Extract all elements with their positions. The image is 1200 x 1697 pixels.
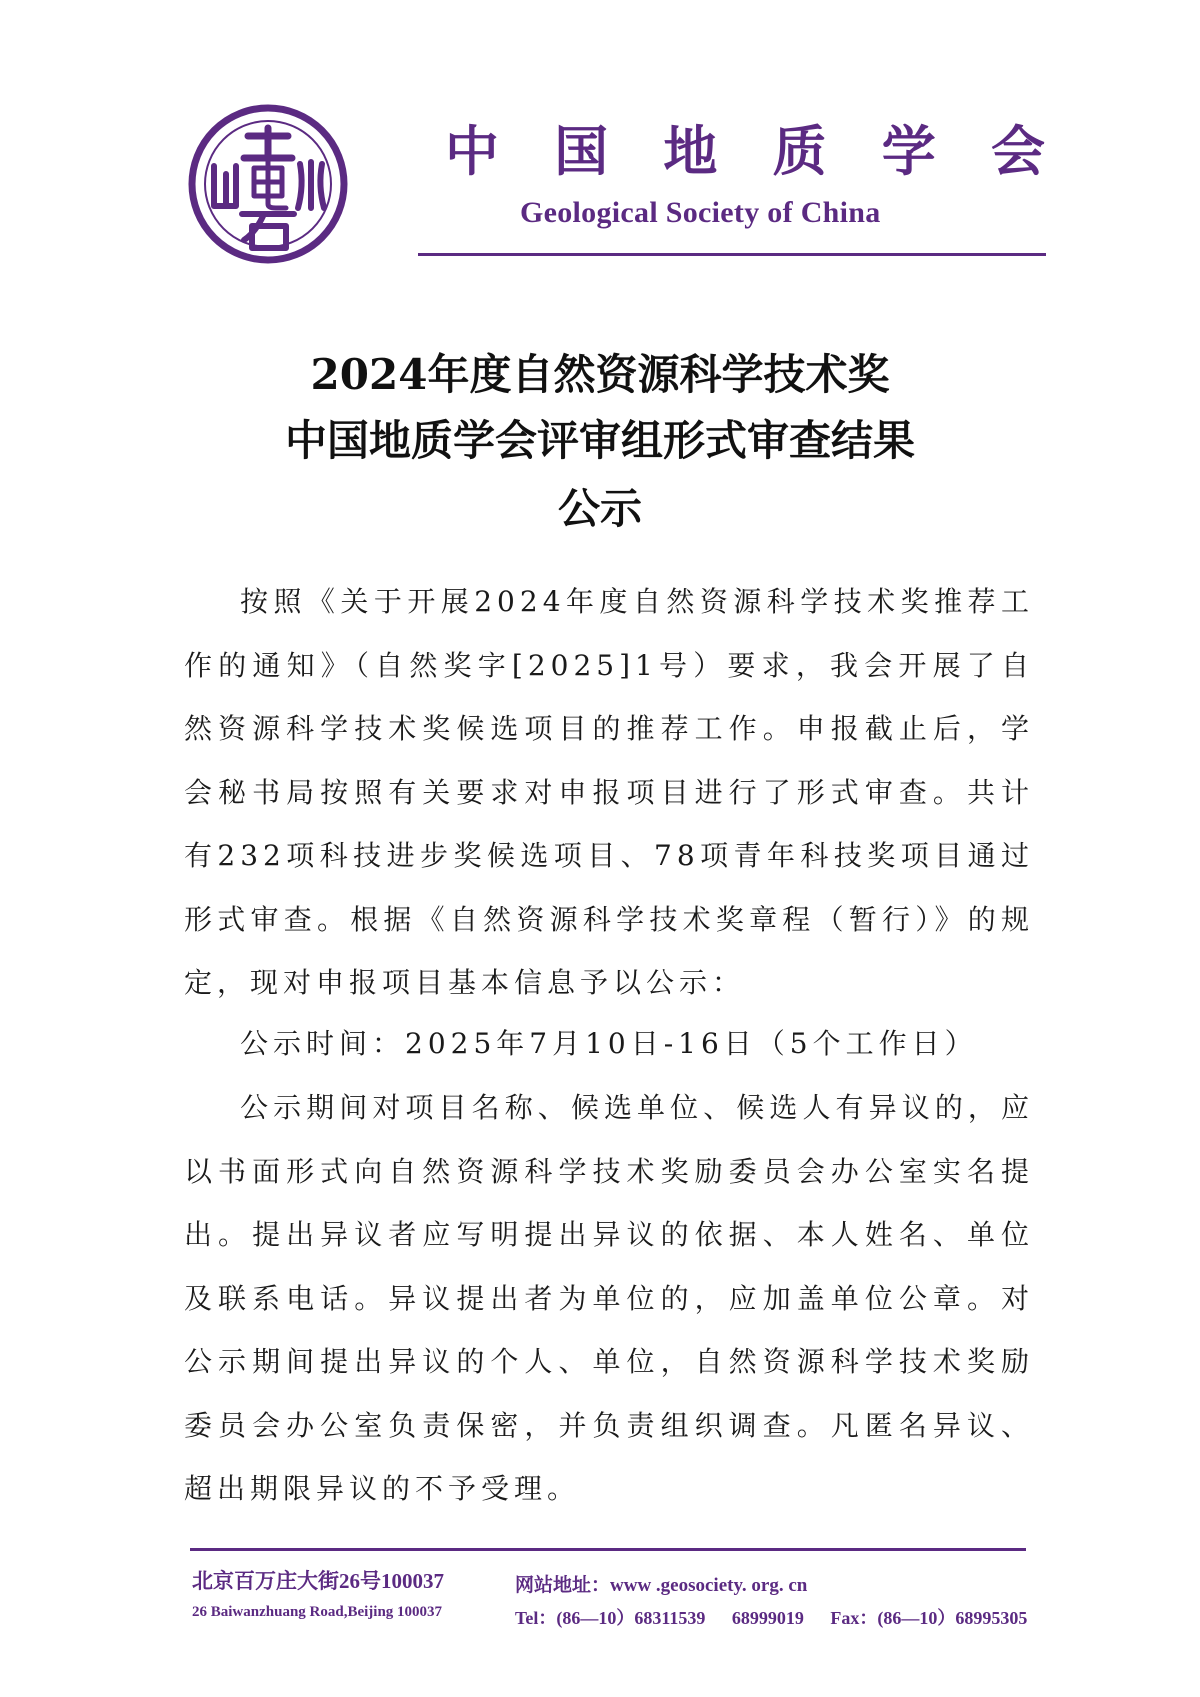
footer-address-cn: 北京百万庄大街26号100037 — [192, 1569, 444, 1593]
header-divider — [418, 253, 1046, 256]
doc-title-line-1: 2024年度自然资源科学技术奖 — [310, 350, 890, 399]
footer-fax: Fax：(86—10）68995305 — [830, 1608, 1028, 1628]
org-name-cn-char: 学 — [881, 118, 936, 183]
society-seal-icon — [186, 102, 350, 266]
org-name-cn-char: 质 — [772, 118, 827, 183]
org-name-cn-char: 国 — [554, 118, 609, 183]
footer-tel: Tel：(86—10）68311539 — [515, 1608, 706, 1628]
body-paragraph-1 — [184, 570, 1034, 1015]
footer-divider — [190, 1548, 1026, 1551]
publicity-period: 公示时间：2025年7月10日-16日（5个工作日） — [240, 1027, 978, 1060]
body-paragraph-2 — [184, 1012, 1034, 1076]
footer-tel-2: 68999019 — [731, 1608, 804, 1628]
doc-title-line-3: 公示 — [557, 484, 642, 533]
doc-title-line-2: 中国地质学会评审组形式审查结果 — [284, 416, 915, 465]
org-name-cn-char: 会 — [990, 118, 1045, 183]
paragraph-text: 按照《关于开展2024年度自然资源科学技术奖推荐工作的通知》（自然奖字[2025]1号）要求，我会开展了自然资源科学技术奖候选项目的推荐工作。申报截止后，学会秘书局按照有关要求对申报项目进行了形式审查。共计有232项科技进步奖候选项目、78项青年科技奖项目通过形式审查。根据《自然资源科学技术奖章程（暂行）》的规定，现对申报项目基本信息予以公示： — [184, 585, 1034, 999]
org-name-en: Geological Society of China — [520, 196, 881, 229]
footer-website: 网站地址：www .geosociety. org. cn — [515, 1575, 808, 1596]
org-name-cn-char: 中 — [445, 118, 499, 183]
body-paragraph-3 — [184, 1076, 1034, 1521]
footer-address-en: 26 Baiwanzhuang Road,Beijing 100037 — [192, 1604, 443, 1620]
org-name-cn — [445, 112, 1045, 182]
footer-contact — [515, 1604, 1049, 1630]
paragraph-text: 公示期间对项目名称、候选单位、候选人有异议的，应以书面形式向自然资源科学技术奖励委员会办公室实名提出。提出异议者应写明提出异议的依据、本人姓名、单位及联系电话。异议提出者为单位的，应加盖单位公章。对公示期间提出异议的个人、单位，自然资源科学技术奖励委员会办公室负责保密，并负责组织调查。凡匿名异议、超出期限异议的不予受理。 — [184, 1091, 1034, 1505]
org-name-cn-char: 地 — [663, 118, 718, 183]
